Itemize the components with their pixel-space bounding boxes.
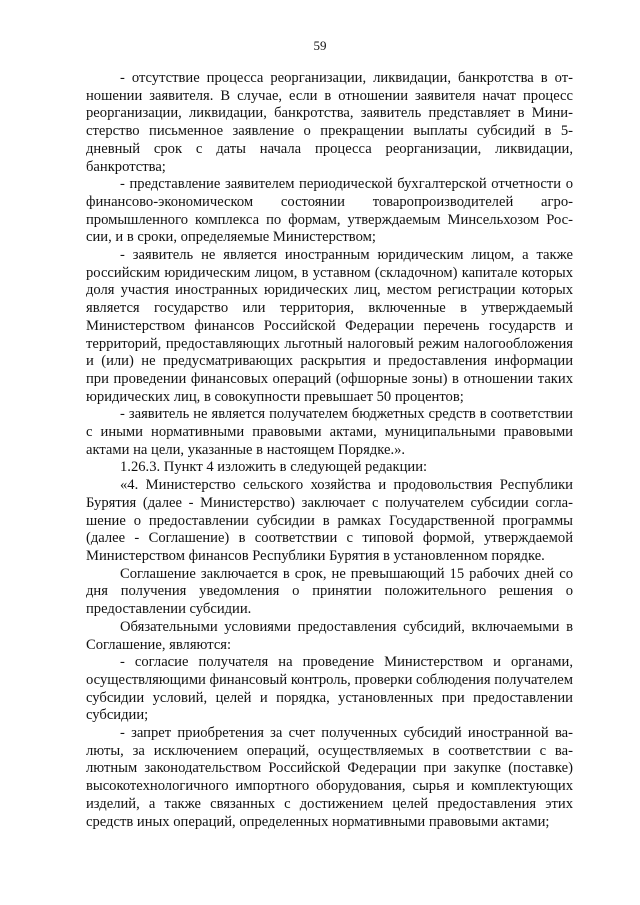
paragraph: 1.26.3. Пункт 4 изложить в следующей редакции: (120, 459, 428, 476)
paragraph: Соглашение заключается в срок, не превышающий 15 рабочих дней со дня получения уведомления о принятии положительного решения о предоставлении субсидии. (86, 565, 573, 618)
paragraph: - отсутствие процесса реорганизации, ликвидации, банкротства в отношении заявителя. В случае, если в отношении заявителя начат процесс реорганизации, ликвидации, банкротства, заявитель представляет в Министерство письменное заявление о прекращении выплаты субсидий в 5-дневный срок с даты начала процесса реорганизации, ликвидации, банкротства; (86, 70, 573, 175)
page-number: 59 (313, 38, 327, 53)
paragraph: - заявитель не является получателем бюджетных средств в соответствии с иными нормативными правовыми актами, муниципальными правовыми актами на цели, указанные в настоящем Порядке.». (86, 406, 573, 458)
paragraph: - запрет приобретения за счет полученных субсидий иностранной валюты, за исключением операций, осуществляемых в соответствии с валютным законодательством Российской Федерации при закупке (поставке) высокотехнологичного импортного оборудования, сырья и комплектующих изделий, а также связанных с достижением целей предоставления этих средств иных операций, определенных нормативными правовыми актами; (86, 725, 573, 830)
paragraph: - согласие получателя на проведение Министерством и органами, осуществляющими финансовый контроль, проверки соблюдения получателем субсидии условий, целей и порядка, установленных при предоставлении субсидии; (86, 654, 573, 724)
paragraph: - заявитель не является иностранным юридическим лицом, а также российским юридическим лицом, в уставном (складочном) капитале которых доля участия иностранных юридических лиц, местом регистрации которых является государство или территория, включенные в утверждаемый Министерством финансов Российской Федерации перечень государств и территорий, предоставляющих льготный налоговый режим налогообложения и (или) не предусматривающих раскрытия и предоставления информации при проведении финансовых операций (офшорные зоны) в отношении таких юридических лиц, в совокупности превышает 50 процентов; (86, 247, 573, 405)
paragraph: Обязательными условиями предоставления субсидий, включаемыми в Соглашение, являются: (86, 618, 573, 653)
document-body (86, 70, 573, 831)
paragraph: - представление заявителем периодической бухгалтерской отчетности о финансово-экономическом состоянии товаропроизводителей агропромышленного комплекса по формам, утверждаемым Минсельхозом России, и в сроки, определяемые Министерством; (86, 176, 573, 246)
paragraph: «4. Министерство сельского хозяйства и продовольствия Республики Бурятия (далее - Министерство) заключает с получателем субсидии соглашение о предоставлении субсидии в рамках Государственной программы (далее - Соглашение) в соответствии с типовой формой, утверждаемой Министерством финансов Республики Бурятия в установленном порядке. (86, 477, 573, 564)
